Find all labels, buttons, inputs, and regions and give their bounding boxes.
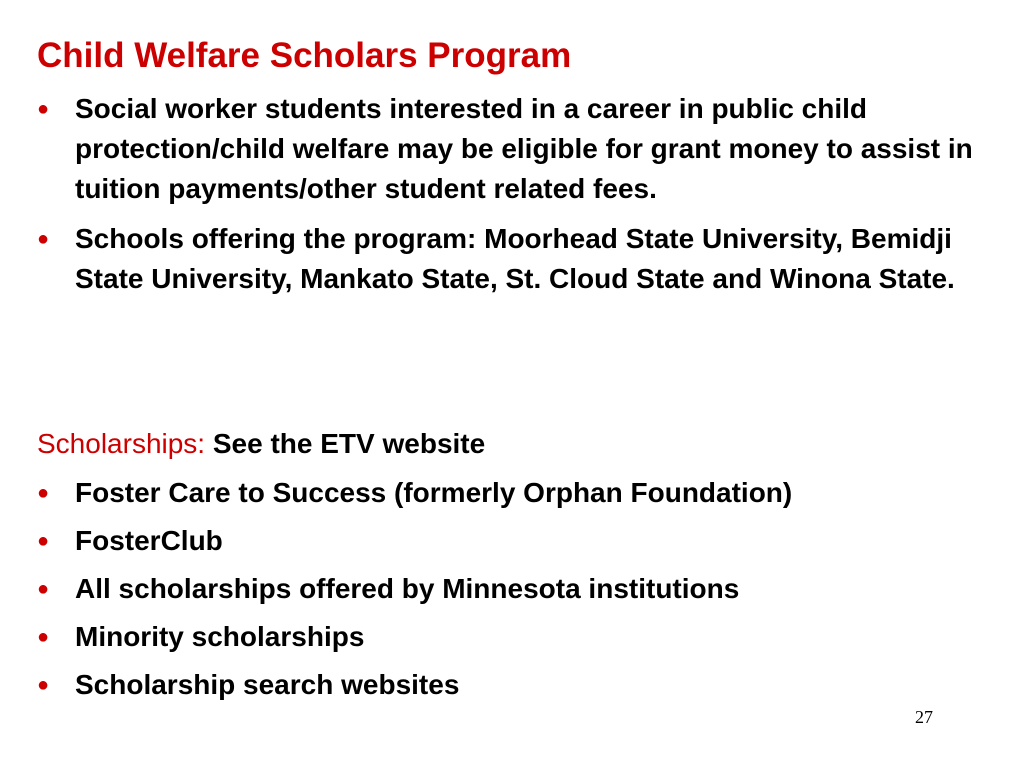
bullet-icon: ● bbox=[37, 482, 50, 504]
scholarships-label: Scholarships: bbox=[37, 428, 206, 459]
bullet-icon: ● bbox=[37, 228, 50, 250]
bullet-icon: ● bbox=[37, 530, 50, 552]
bullet-icon: ● bbox=[37, 98, 50, 120]
list-item bbox=[37, 473, 987, 513]
program-bullet-list bbox=[37, 89, 987, 299]
list-item bbox=[37, 521, 987, 561]
bullet-text: Minority scholarships bbox=[75, 621, 365, 652]
scholarships-text: See the ETV website bbox=[205, 428, 486, 459]
slide-title: Child Welfare Scholars Program bbox=[37, 36, 572, 75]
list-item bbox=[37, 89, 987, 209]
bullet-text: FosterClub bbox=[75, 525, 223, 556]
list-item bbox=[37, 219, 987, 299]
page-number: 27 bbox=[915, 707, 933, 727]
bullet-text: Social worker students interested in a career in public child protection/child welfare may be eligible for grant money to assist in tuition payments/other student related fees. bbox=[75, 93, 973, 204]
bullet-icon: ● bbox=[37, 674, 50, 696]
scholarship-bullet-list bbox=[37, 473, 987, 705]
list-item bbox=[37, 617, 987, 657]
bullet-icon: ● bbox=[37, 578, 50, 600]
bullet-text: All scholarships offered by Minnesota institutions bbox=[75, 573, 740, 604]
bullet-icon: ● bbox=[37, 626, 50, 648]
bullet-text: Scholarship search websites bbox=[75, 669, 460, 700]
bullet-text: Foster Care to Success (formerly Orphan Foundation) bbox=[75, 477, 793, 508]
list-item bbox=[37, 665, 987, 705]
list-item bbox=[37, 569, 987, 609]
scholarships-heading bbox=[37, 424, 485, 464]
bullet-text: Schools offering the program: Moorhead State University, Bemidji State University, Mankato State, St. Cloud State and Winona State. bbox=[75, 223, 955, 294]
